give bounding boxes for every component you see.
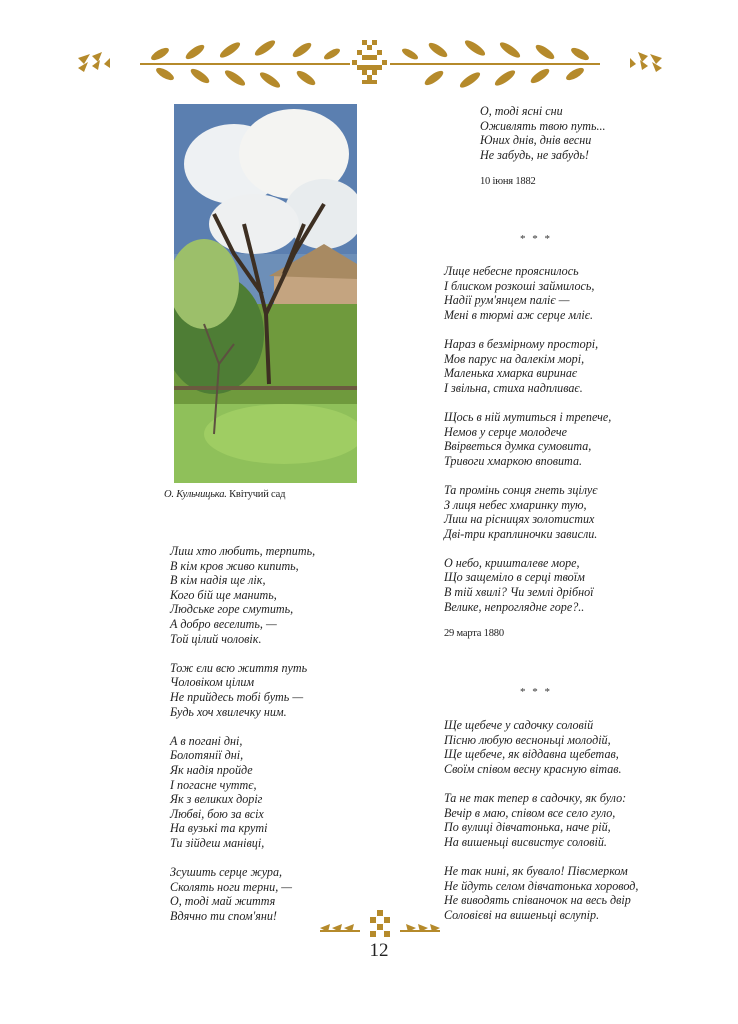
poem-line: Кого бій ще манить, xyxy=(170,587,277,602)
stanza xyxy=(444,483,611,541)
poem-line: Нараз в безмірному просторі, xyxy=(444,336,599,351)
poem-line: Соловієві на вишеньці вслупір. xyxy=(444,907,600,922)
poem-line: По вулиці дівчатонька, наче рій, xyxy=(444,820,611,835)
bottom-ornament xyxy=(320,908,440,942)
caption-title: Квітучий сад xyxy=(226,489,286,500)
poem-line: О, тоді ясні сни xyxy=(480,104,563,118)
poem-line: Ще щебече у садочку соловій xyxy=(444,718,594,732)
stanza xyxy=(444,556,611,614)
top-floral-ornament xyxy=(70,32,670,92)
poem-line: Будь хоч хвилечку ним. xyxy=(170,704,287,719)
poem-line: Та не так тепер в садочку, як було: xyxy=(444,790,627,805)
poem-line: Зсушить серце жура, xyxy=(170,865,283,880)
poem-line: Та промінь сонця гнеть зцілує xyxy=(444,482,598,497)
left-swirl-icon xyxy=(320,924,360,932)
poem-line: Не йдуть селом дівчатонька хоровод, xyxy=(444,878,639,893)
poem-line: О небо, кришталеве море, xyxy=(444,555,580,570)
page-number: 12 xyxy=(369,940,389,961)
poem-line: Пісню любую весноньці молодій, xyxy=(444,732,611,747)
poem-line: Той цілий чоловік. xyxy=(170,631,262,646)
poem-line: З лиця небес хмаринку тую, xyxy=(444,497,587,512)
poem-line: Щось в ній мутиться і трепече, xyxy=(444,409,612,424)
stanza xyxy=(170,865,315,923)
poem-line: Вдячно ти спом'яни! xyxy=(170,908,277,923)
poem-left xyxy=(170,544,315,923)
poem-line: Мов парус на далекім морі, xyxy=(444,351,585,366)
poem-line: Не прийдесь тобі буть — xyxy=(170,689,304,704)
poem-line: І звільна, стиха надпливає. xyxy=(444,380,583,395)
painting-caption xyxy=(164,489,424,500)
poem-top xyxy=(480,104,606,162)
poem-line: На вузькі та круті xyxy=(170,821,268,836)
date-top: 10 іюня 1882 xyxy=(480,176,536,187)
right-swirl-icon xyxy=(400,924,440,932)
poem-line: І блиском розкоші займилось, xyxy=(444,278,595,293)
poem-line: Дві-три краплиночки зависли. xyxy=(444,526,598,541)
poem-line: Сколять ноги терни, — xyxy=(170,879,292,894)
poem-line: Юних днів, днів весни xyxy=(480,133,592,148)
poem-line: Що защеміло в серці твоїм xyxy=(444,570,585,585)
stanza xyxy=(444,264,611,322)
poem-line: Любві, бою за всіх xyxy=(170,806,264,821)
stanza xyxy=(480,104,606,162)
poem-line: Ти зійдеш манівці, xyxy=(170,835,265,850)
poem-line: А в погані дні, xyxy=(170,733,243,748)
left-leaf-cluster-icon xyxy=(78,52,110,72)
separator-stars: * * * xyxy=(520,233,552,245)
stanza xyxy=(444,410,611,468)
stanza xyxy=(444,337,611,395)
poem-line: Як надія пройде xyxy=(170,762,253,777)
poem-line: Ввірветься думка сумовита, xyxy=(444,439,592,454)
poem-bottom-right xyxy=(444,718,638,922)
poem-line: А добро веселить, — xyxy=(170,616,277,631)
poem-line: Людське горе смутить, xyxy=(170,602,294,617)
stanza xyxy=(170,734,315,851)
stanza xyxy=(444,718,638,776)
poem-line: На вишеньці висвистує соловій. xyxy=(444,834,607,849)
poem-line: Оживлять твою путь... xyxy=(480,118,606,133)
caption-author: О. Кульчицька. xyxy=(164,489,227,500)
poem-line: Мені в тюрмі аж серце мліє. xyxy=(444,307,594,322)
poem-line: Лиш на рісницях золотистих xyxy=(444,512,595,527)
poem-line: Не так нині, як бувало! Півсмерком xyxy=(444,863,628,878)
blossoming-orchard-painting xyxy=(174,104,357,483)
poem-line: О, тоді май життя xyxy=(170,894,276,909)
poem-line: Чоловіком цілим xyxy=(170,675,255,690)
poem-line: Болотянії дні, xyxy=(170,748,244,763)
poem-line: Тож єли всю життя путь xyxy=(170,660,308,675)
poem-line: Не забудь, не забудь! xyxy=(480,147,589,162)
date-middle: 29 марта 1880 xyxy=(444,628,504,639)
poem-line: Не виводять співаночок на весь двір xyxy=(444,893,631,908)
poem-line: Ще щебече, як віддавна щебетав, xyxy=(444,747,619,762)
poem-line: Лиш хто любить, терпить, xyxy=(170,544,316,558)
poem-line: В кім кров живо кипить, xyxy=(170,558,299,573)
poem-line: Велике, непроглядне горе?.. xyxy=(444,599,585,614)
poem-line: Немов у серце молодече xyxy=(444,424,567,439)
poem-line: В кім надія ще лік, xyxy=(170,573,266,588)
poem-line: В тій хвилі? Чи землі дрібної xyxy=(444,585,594,600)
poem-line: Лице небесне прояснилось xyxy=(444,264,579,278)
stanza xyxy=(170,544,315,646)
center-embroidery-icon xyxy=(352,40,387,84)
separator-stars: * * * xyxy=(520,686,552,698)
poem-line: І погасне чуттє, xyxy=(170,777,257,792)
poem-line: Тривоги хмаркою вповита. xyxy=(444,453,583,468)
poem-line: Своїм співом весну красную вітав. xyxy=(444,761,622,776)
right-leaf-cluster-icon xyxy=(630,52,662,72)
stanza xyxy=(444,864,638,922)
stanza xyxy=(170,661,315,719)
poem-line: Надії рум'янцем паліє — xyxy=(444,293,570,308)
stanza xyxy=(444,791,638,849)
poem-line: Як з великих доріг xyxy=(170,792,263,807)
center-cross-icon xyxy=(370,910,390,937)
poem-middle xyxy=(444,264,611,614)
poem-line: Вечір в маю, співом все село гуло, xyxy=(444,805,616,820)
poem-line: Маленька хмарка виринає xyxy=(444,366,578,381)
